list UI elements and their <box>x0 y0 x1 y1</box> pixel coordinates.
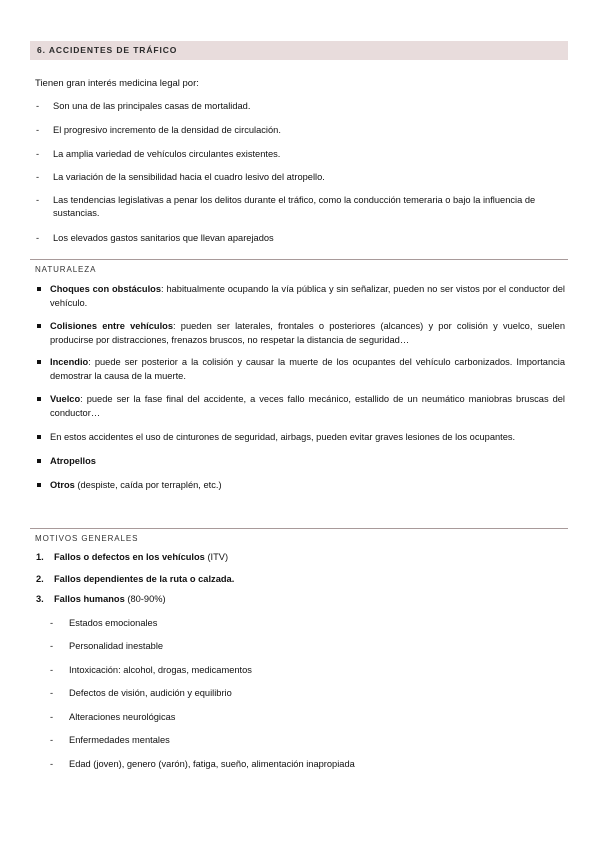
bullet-icon <box>37 287 41 291</box>
bullet-icon <box>37 397 41 401</box>
bullet-icon <box>37 324 41 328</box>
section-divider <box>30 259 568 260</box>
bullet-icon <box>37 459 41 463</box>
section-divider <box>30 528 568 529</box>
bullet-icon <box>37 435 41 439</box>
section-title: 6. ACCIDENTES DE TRÁFICO <box>30 41 568 60</box>
section-heading-motivos: MOTIVOS GENERALES <box>35 534 139 543</box>
bullet-icon <box>37 483 41 487</box>
section-heading-naturaleza: NATURALEZA <box>35 265 97 274</box>
bullet-icon <box>37 360 41 364</box>
document-page: 6. ACCIDENTES DE TRÁFICO Tienen gran interés medicina legal por: - Son una de las principales casas de mortalidad. - El progresivo incremento de la densidad de circulación. - La amplia variedad de vehículos circulantes existentes. - La variación de la sensibilidad hacia el cuadro lesivo del atropello. - Las tendencias legislativas a penar los delitos durante el tráfico, como la conducción temeraria o bajo la influencia de sustancias. - Los elevados gastos sanitarios que llevan aparejados NATURALEZA Choques con obstáculos: habitualmente ocupando la vía pública y sin señalizar, pueden no ser vistos por el conductor del vehículo. Colisiones entre vehículos: pueden ser laterales, frontales o posteriores (alcances) y por colisión y vuelco, suelen producirse por distracciones, frenazos bruscos, no respetar la distancia de seguridad… Incendio: puede ser posterior a la colisión y causar la muerte de los ocupantes del vehículo carbonizados. Importancia demostrar la causa de la muerte. Vuelco: puede ser la fase final del accidente, a veces fallo mecánico, estallido de un neumático maniobras bruscas del conductor… En estos accidentes el uso de cinturones de seguridad, airbags, pueden evitar graves lesiones de los ocupantes. Atropellos Otros (despiste, caída por terraplén, etc.) MOTIVOS GENERALES 1. Fallos o defectos en los vehículos (ITV) 2. Fallos dependientes de la ruta o calzada. 3. Fallos humanos (80-90%) - Estados emocionales - Personalidad inestable - Intoxicación: alcohol, drogas, medicamentos - Defectos de visión, audición y equilibrio - Alteraciones neurológicas - Enfermedades mentales - Edad (joven), genero (varón), fatiga, sueño, alimentación inapropiada <box>0 0 599 848</box>
intro-text: Tienen gran interés medicina legal por: <box>35 78 199 89</box>
